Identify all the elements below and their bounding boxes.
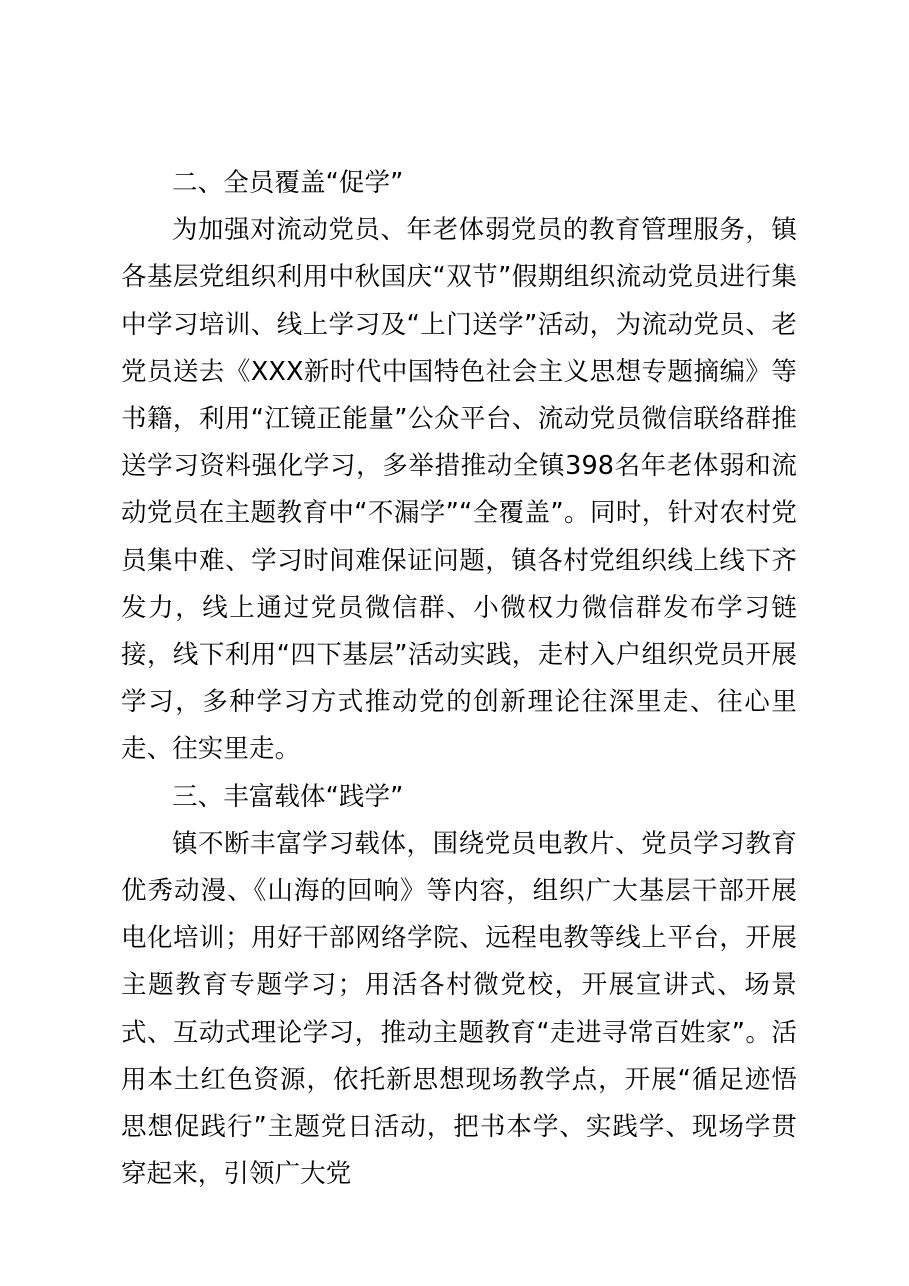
section-2-paragraph: 为加强对流动党员、年老体弱党员的教育管理服务，镇各基层党组织利用中秋国庆“双节”假期组织流动党员进行集中学习培训、线上学习及“上门送学”活动，为流动党员、老党员送去《XXX新时代中国特色社会主义思想专题摘编》等书籍，利用“江镜正能量”公众平台、流动党员微信联络群推送学习资料强化学习，多举措推动全镇398名年老体弱和流动党员在主题教育中“不漏学”“全覆盖”。同时，针对农村党员集中难、学习时间难保证问题，镇各村党组织线上线下齐发力，线上通过党员微信群、小微权力微信群发布学习链接，线下利用“四下基层”活动实践，走村入户组织党员开展学习，多种学习方式推动党的创新理论往深里走、往心里走、往实里走。 bbox=[121, 215, 797, 765]
document-body bbox=[121, 160, 797, 1198]
section-3-heading: 三、丰富载体“践学” bbox=[172, 781, 404, 812]
section-2-heading: 二、全员覆盖“促学” bbox=[172, 168, 404, 198]
section-3-paragraph: 镇不断丰富学习载体，围绕党员电教片、党员学习教育优秀动漫、《山海的回响》等内容，组织广大基层干部开展电化培训；用好干部网络学院、远程电教等线上平台，开展主题教育专题学习；用活各村微党校，开展宣讲式、场景式、互动式理论学习，推动主题教育“走进寻常百姓家”。活用本土红色资源，依托新思想现场教学点，开展“循足迹悟思想促践行”主题党日活动，把书本学、实践学、现场学贯穿起来，引领广大党 bbox=[121, 828, 797, 1190]
